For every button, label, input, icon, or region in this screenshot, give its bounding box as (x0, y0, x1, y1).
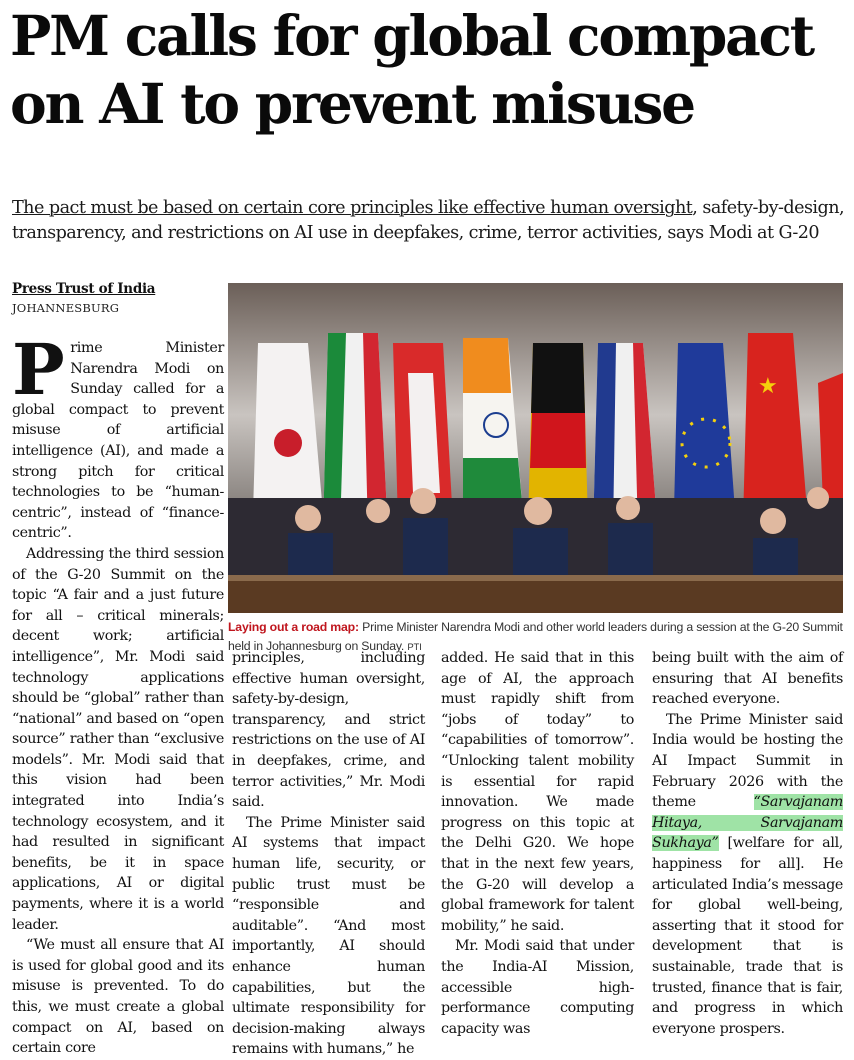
paragraph: Addressing the third session of the G-20 Summit on the topic “A fair and a just future for all – critical minerals; decent work; artificial intelligence”, Mr. Modi said technology applications should be “global” rather than “national” and based on “open source” rather than “exclusive models”. Mr. Modi said that this vision had been integrated into India’s technology ecosystem, and it had resulted in significant benefits, be it in space applications, AI or digital payments, where it is a world leader. (12, 545, 224, 933)
article-column-2 (232, 648, 425, 1060)
paragraph: The Prime Minister said AI systems that impact human life, security, or public trust must be “responsible and auditable”. “And most importantly, AI should enhance human capabilities, but the ultimate responsibility for decision-making always remains with humans,” he (232, 814, 425, 1058)
subhead-rest: , safety-by-design, transparency, and restrictions on AI use in deepfakes, crime, terror activities, says Modi at G-20 (12, 198, 845, 243)
photo-credit: PTI (407, 642, 422, 653)
paragraph: rime Minister Narendra Modi on Sunday called for a global compact to prevent misuse of artificial intelligence (AI), and made a strong pitch for critical technologies to be “human-centric”, instead of “finance-centric”. (12, 340, 224, 542)
article-column-3 (441, 648, 634, 1039)
paragraph (652, 710, 843, 1040)
dateline: JOHANNESBURG (12, 301, 120, 315)
paragraph: being built with the aim of ensuring that AI benefits reached everyone. (652, 650, 843, 708)
flag-germany (528, 343, 588, 523)
news-photo (228, 283, 843, 613)
byline: Press Trust of India (12, 281, 156, 297)
drop-cap: P (12, 328, 65, 411)
svg-text:★: ★ (758, 374, 778, 399)
paragraph: principles, including effective human oversight, safety-by-design, transparency, and strict restrictions on the use of AI in deepfakes, crime, and terror activities,” Mr. Modi said. (232, 650, 425, 811)
caption-text: Prime Minister Narendra Modi and other world leaders during a session at the G-20 Summit held in Johannesburg on Sunday. (228, 620, 843, 653)
highlighted-theme: “Sarvajanam Hitaya, Sarvajanam Sukhaya” (652, 794, 843, 852)
text: The Prime Minister said India would be hosting the AI Impact Summit in February 2026 with the theme (652, 711, 843, 811)
subheadline (12, 196, 848, 246)
text: [welfare for all, happiness for all]. He articulated India’s message for global well-being, asserting that it stood for development that is sustainable, trade that is trusted, finance that is fair, and progress in which everyone prospers. (652, 835, 843, 1037)
g20-session-photo (228, 283, 843, 613)
paragraph: added. He said that in this age of AI, the approach must rapidly shift from “jobs of today” to “capabilities of tomorrow”. “Unlocking talent mobility is essential for rapid innovation. We made progress on this topic at the Delhi G20. We hope that in the next few years, the G-20 will develop a global framework for talent mobility,” he said. (441, 650, 634, 934)
caption-lead: Laying out a road map: (228, 620, 359, 634)
article-column-4 (652, 648, 843, 1039)
article-column-1 (12, 328, 224, 1059)
subhead-underlined: The pact must be based on certain core principles like effective human oversight (12, 198, 693, 218)
headline: PM calls for global compact on AI to prevent misuse (10, 3, 814, 136)
paragraph: “We must all ensure that AI is used for global good and its misuse is prevented. To do this, we must create a global compact on AI, based on certain core (12, 937, 224, 1057)
paragraph: Mr. Modi said that under the India-AI Mission, accessible high-performance computing capacity was (441, 938, 634, 1037)
